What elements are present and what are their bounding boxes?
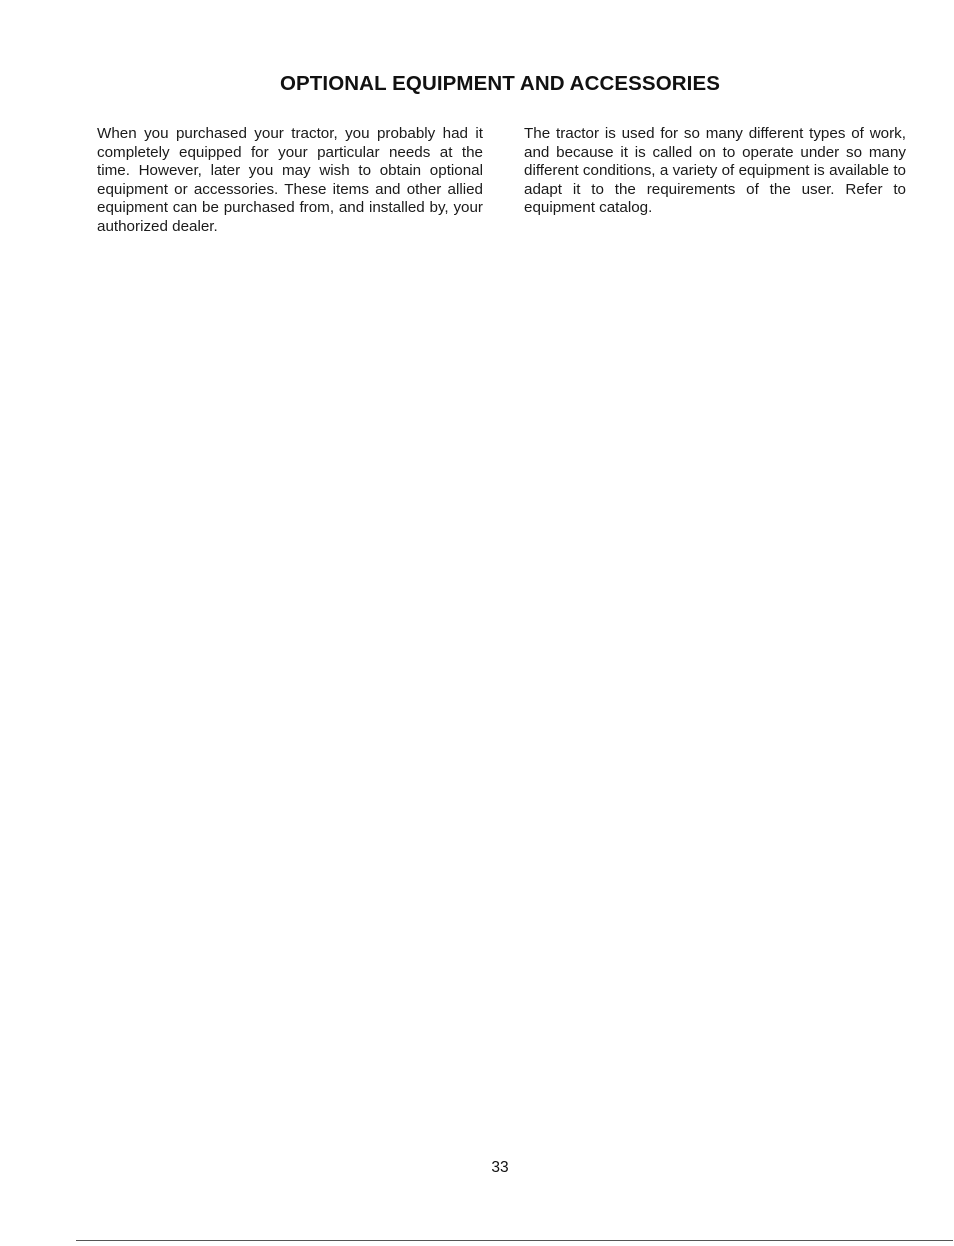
intro-paragraph-right: The tractor is used for so many different types of work, and because it is called on to operate under so many different conditions, a variety of equipment is available to adapt it to the requirements of the user. Refer to equipment catalog. <box>524 125 906 217</box>
intro-paragraph-left: When you purchased your tractor, you probably had it completely equipped for your particular needs at the time. However, later you may wish to obtain optional equipment or accessories. These items and other allied equipment can be purchased from, and installed by, your authorized dealer. <box>97 125 483 235</box>
footer-rule <box>76 1240 953 1241</box>
page-number: 33 <box>491 1159 509 1176</box>
page-title: OPTIONAL EQUIPMENT AND ACCESSORIES <box>279 72 721 95</box>
